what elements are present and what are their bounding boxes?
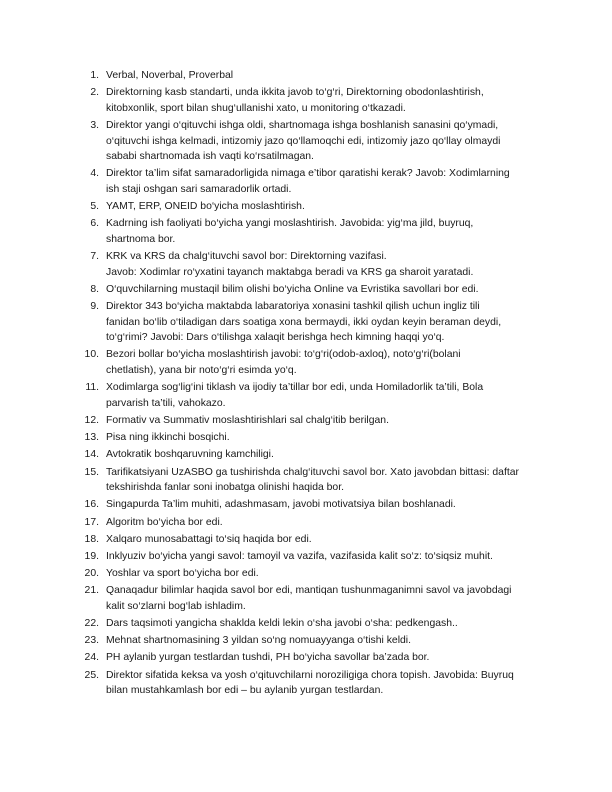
list-item [78, 430, 546, 446]
list-item-number: 12. [84, 415, 99, 426]
list-item [78, 650, 546, 666]
list-item-number: 18. [84, 533, 99, 545]
list-item-text: Inklyuziv bo‘yicha yangi savol: tamoyil va vazifa, vazifasida kalit so‘z: to‘siqsiz muhit. [106, 550, 493, 562]
list-item [78, 413, 546, 429]
list-item-number: 6. [90, 218, 99, 230]
list-item [78, 216, 546, 247]
list-item [78, 633, 546, 649]
list-item [78, 497, 546, 513]
list-item-number: 10. [84, 349, 99, 361]
list-item-text: Tarifikatsiyani UzASBO ga tushirishda chalg‘ituvchi savol bor. Xato javobdan bittasi: daftar tekshirishda fanlar soni inobatga olinishi haqida bor. [106, 466, 519, 494]
list-item-text: Direktorning kasb standarti, unda ikkita javob to‘g‘ri, Direktorning obodonlashtirish, kitobxonlik, sport bilan shug‘ullanishi xato, u monitoring o‘tkazadi. [106, 87, 484, 114]
list-item-number: 23. [84, 635, 99, 647]
list-item [78, 199, 546, 215]
list-item-text: O‘quvchilarning mustaqil bilim olishi bo‘yicha Online va Evristika savollari bor edi. [106, 283, 479, 295]
list-item-number: 1. [90, 70, 99, 81]
list-item-number: 11. [85, 382, 99, 394]
list-item-text: PH aylanib yurgan testlardan tushdi, PH bo‘yicha savollar ba’zada bor. [106, 652, 430, 664]
list-item-number: 3. [90, 119, 99, 131]
list-item-number: 2. [90, 87, 99, 99]
list-item [78, 447, 546, 463]
list-item-text: Yoshlar va sport bo‘yicha bor edi. [106, 568, 259, 580]
list-item [78, 616, 546, 632]
list-item [78, 668, 546, 699]
list-item-text: Qanaqadur bilimlar haqida savol bor edi, mantiqan tushunmaganimni savol va javobdagi kalit so‘zlarni bog‘lab ishladim. [106, 585, 512, 612]
list-item [78, 282, 546, 298]
numbered-list [78, 68, 546, 699]
list-item-number: 16. [84, 499, 99, 511]
list-item-text: Avtokratik boshqaruvning kamchiligi. [106, 449, 274, 461]
list-item-text: Bezori bollar bo‘yicha moslashtirish javobi: to‘g‘ri(odob-axloq), noto‘g‘ri(bolani chetlatish), yana bir noto‘g‘ri esimda yo‘q. [106, 349, 461, 377]
list-item-text: Direktor 343 bo‘yicha maktabda labaratoriya xonasini tashkil qilish uchun ingliz tili fanidan bo‘lib o‘tiladigan dars soatiga xona bermaydi, ikki oydan keyin beraman deydi, to‘g‘rimi? Javobi: Dars o‘tilishga xalaqit berishga hech kimning haqqi yo‘q. [106, 301, 502, 344]
list-item-text: YAMT, ERP, ONEID bo‘yicha moslashtirish. [106, 201, 305, 213]
list-item-text: Xodimlarga sog‘lig‘ini tiklash va ijodiy ta’tillar bor edi, unda Homiladorlik ta’tili, Bola parvarish ta’tili, vahokazo. [106, 382, 484, 409]
list-item-number: 4. [90, 168, 99, 180]
list-item-number: 14. [84, 449, 99, 461]
list-item-number: 24. [84, 652, 99, 664]
list-item [78, 166, 546, 197]
list-item-number: 7. [90, 251, 99, 263]
list-item-text: Singapurda Ta’lim muhiti, adashmasam, javobi motivatsiya bilan boshlanadi. [106, 499, 456, 511]
list-item [78, 249, 546, 280]
list-item [78, 515, 546, 531]
list-item [78, 583, 546, 614]
list-item [78, 532, 546, 548]
list-item-number: 25. [84, 669, 99, 681]
list-item [78, 299, 546, 346]
list-item-number: 22. [84, 618, 99, 630]
list-item-text: Mehnat shartnomasining 3 yildan so‘ng nomuayyanga o‘tishi keldi. [106, 635, 411, 647]
list-item [78, 68, 546, 84]
list-item-number: 17. [84, 516, 99, 528]
list-item-text: Xalqaro munosabattagi to‘siq haqida bor edi. [106, 533, 312, 545]
list-item-text: Dars taqsimoti yangicha shaklda keldi lekin o‘sha javobi o‘sha: pedkengash.. [106, 618, 458, 630]
list-item-number: 20. [84, 568, 99, 580]
list-item-number: 8. [90, 283, 99, 295]
list-item-text: Direktor yangi o‘qituvchi ishga oldi, shartnomaga ishga boshlanish sanasini qo‘ymadi, o‘qituvchi ishga kelmadi, intizomiy jazo qo‘llamoqchi edi, intizomiy jazo qo‘llay olmaydi sababi shartnomada ish vaqti ko‘rsatilmagan. [106, 119, 501, 163]
list-item-number: 21. [84, 585, 99, 597]
list-item-text: Formativ va Summativ moslashtirishlari sal chalg‘itib berilgan. [106, 415, 389, 426]
list-item-number: 13. [84, 432, 99, 444]
list-item-text: Direktor ta’lim sifat samaradorligida nimaga e’tibor qaratishi kerak? Javob: Xodimlarning ish staji oshgan sari samaradorlik ortadi. [106, 168, 510, 195]
list-item-number: 5. [90, 201, 99, 213]
list-item-text: Kadrning ish faoliyati bo‘yicha yangi moslashtirish. Javobida: yig‘ma jild, buyruq, shartnoma bor. [106, 218, 474, 245]
list-item [78, 85, 546, 116]
list-item [78, 549, 546, 565]
list-item-number: 15. [84, 466, 99, 478]
list-item-text: Pisa ning ikkinchi bosqichi. [106, 432, 230, 444]
list-item [78, 566, 546, 582]
list-item-number: 19. [84, 550, 99, 562]
list-item-text: Verbal, Noverbal, Proverbal [106, 70, 234, 81]
list-item-number: 9. [90, 301, 99, 313]
list-item [78, 118, 546, 165]
list-item-text: Algoritm bo‘yicha bor edi. [106, 516, 223, 528]
list-item [78, 380, 546, 411]
list-item-text: KRK va KRS da chalg‘ituvchi savol bor: Direktorning vazifasi. Javob: Xodimlar ro‘yxatini tayanch maktabga beradi va KRS ga sharoit yaratadi. [106, 251, 474, 278]
list-item [78, 465, 546, 496]
list-item-text: Direktor sifatida keksa va yosh o‘qituvchilarni noroziligiga chora topish. Javobida: Buyruq bilan mustahkamlash bor edi – bu aylanib yurgan testlardan. [106, 669, 514, 697]
list-item [78, 347, 546, 378]
